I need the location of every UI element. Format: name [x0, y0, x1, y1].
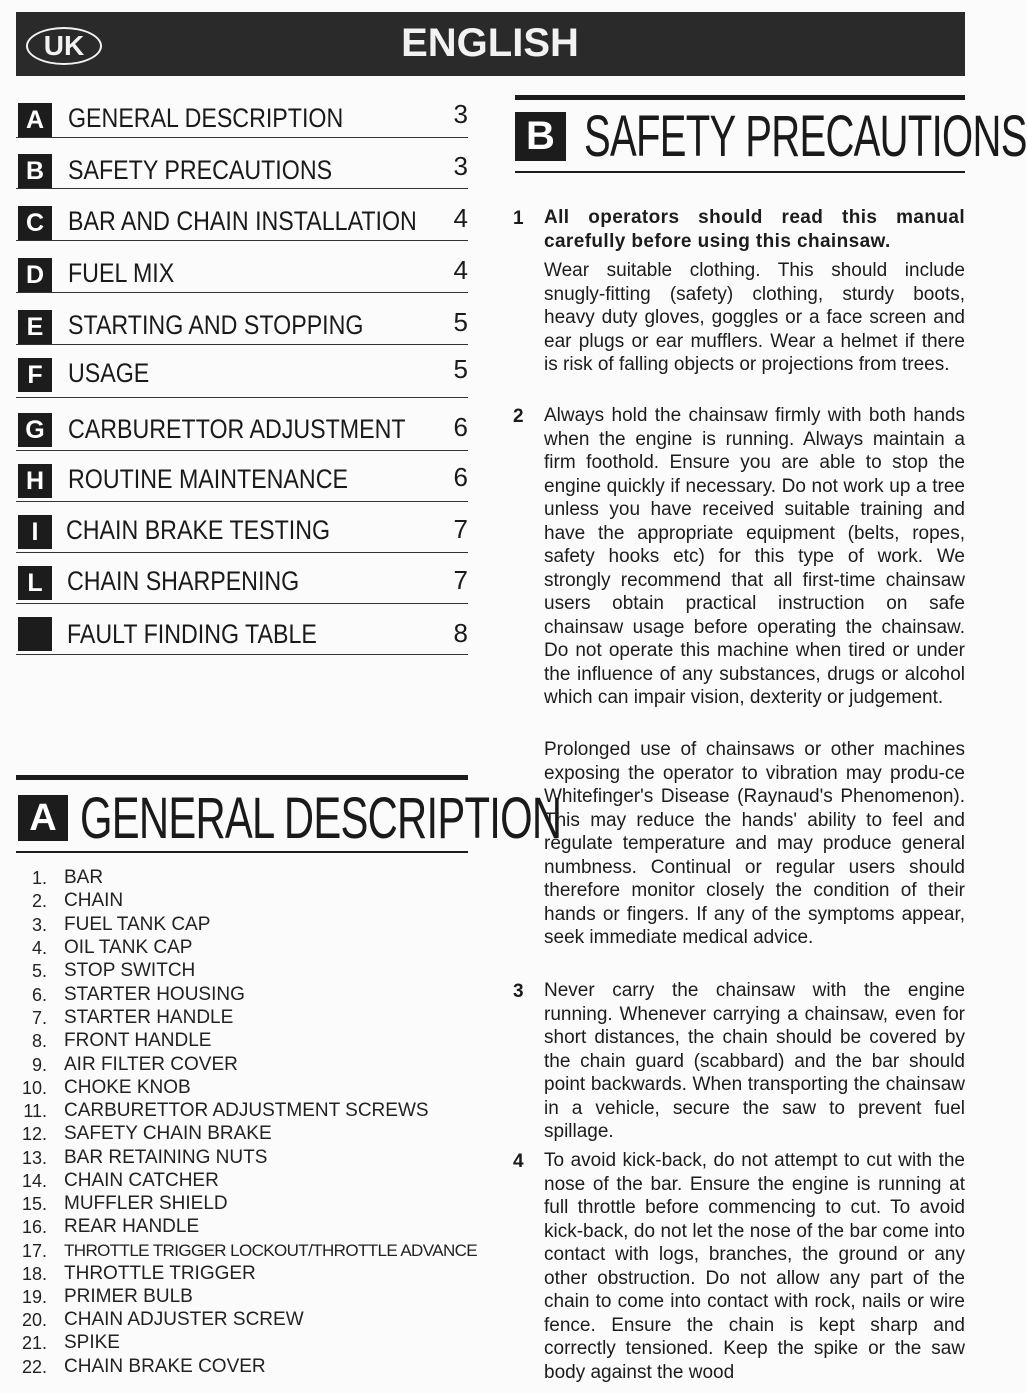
item-number: 1 — [513, 208, 524, 229]
paragraph: Always hold the chainsaw firmly with both hands when the engine is running. Always maintain a firm foothold. Ensure you are able to stop the engine quickly if necessary. Do not work up a tree unless you have received suitable training and have the appropriate equipment (belts, ropes, safety hooks etc) for this type of work. We strongly recommend that all first-time chainsaw users obtain practical instruction on safe chainsaw usage before operating the chainsaw. Do not operate this machine when tired or under the influence of any substances, drugs or alcohol which can impair vision, dexterity or judgement. — [544, 405, 965, 708]
toc-title: FUEL MIX — [68, 258, 175, 288]
list-item-number: 6. — [31, 985, 47, 1005]
list-item: CHAIN ADJUSTER SCREW — [64, 1309, 304, 1330]
list-item: CHAIN CATCHER — [64, 1170, 219, 1191]
toc-page-number: 5 — [453, 307, 468, 337]
list-item: THROTTLE TRIGGER LOCKOUT/THROTTLE ADVANCE — [64, 1241, 478, 1260]
list-item-number: 17. — [21, 1241, 47, 1261]
list-item-number: 3. — [31, 915, 47, 935]
toc-page-number: 7 — [453, 565, 468, 595]
section-rule — [16, 775, 468, 780]
paragraph-bold: All operators should read this manual carefully before using this chainsaw. — [544, 207, 965, 252]
section-letter-c: C — [18, 206, 52, 240]
toc-row-general-description[interactable] — [16, 98, 468, 138]
toc-page-number: 4 — [453, 203, 468, 233]
list-item: BAR — [64, 867, 104, 888]
toc-title: GENERAL DESCRIPTION — [68, 103, 344, 133]
section-letter-a: A — [18, 795, 68, 841]
list-item: STARTER HANDLE — [64, 1007, 234, 1028]
toc-title: SAFETY PRECAUTIONS — [68, 155, 333, 185]
list-item: REAR HANDLE — [64, 1216, 200, 1237]
list-item: SAFETY CHAIN BRAKE — [64, 1123, 272, 1144]
list-item: OIL TANK CAP — [64, 937, 193, 958]
section-letter-d: D — [18, 258, 52, 292]
toc-page-number: 8 — [453, 618, 468, 648]
toc-title: ROUTINE MAINTENANCE — [68, 464, 348, 494]
toc-page-number: 4 — [453, 255, 468, 285]
list-item-number: 20. — [21, 1310, 47, 1330]
item-number: 4 — [513, 1151, 524, 1172]
toc-page-number: 5 — [453, 354, 468, 384]
section-rule — [515, 171, 965, 173]
toc-title: USAGE — [68, 358, 150, 388]
toc-title: CHAIN BRAKE TESTING — [66, 515, 331, 545]
uk-badge: UK — [26, 27, 102, 65]
list-item: CHAIN BRAKE COVER — [64, 1356, 266, 1377]
section-letter-h: H — [18, 464, 52, 498]
list-item: CHAIN — [64, 890, 124, 911]
list-item: MUFFLER SHIELD — [64, 1193, 228, 1214]
list-item: BAR RETAINING NUTS — [64, 1147, 268, 1168]
list-item-number: 5. — [31, 961, 47, 981]
section-letter-e: E — [18, 310, 52, 344]
toc-row-chain-sharpening[interactable] — [16, 563, 468, 604]
section-letter-l: L — [18, 566, 52, 600]
list-item-number: 19. — [21, 1287, 47, 1307]
list-item: FUEL TANK CAP — [64, 914, 211, 935]
list-item: THROTTLE TRIGGER — [64, 1263, 256, 1284]
list-item-number: 1. — [31, 868, 47, 888]
list-item-number: 8. — [31, 1031, 47, 1051]
toc-row-chain-brake-testing[interactable] — [16, 512, 468, 553]
toc-page-number: 6 — [453, 462, 468, 492]
list-item-number: 14. — [21, 1171, 47, 1191]
language-title: ENGLISH — [401, 21, 579, 65]
section-rule — [515, 95, 965, 100]
item-number: 3 — [513, 981, 524, 1002]
list-item: CHOKE KNOB — [64, 1077, 191, 1098]
list-item-number: 9. — [31, 1055, 47, 1075]
toc-page-number: 6 — [453, 412, 468, 442]
list-item: PRIMER BULB — [64, 1286, 193, 1307]
paragraph: Wear suitable clothing. This should include snugly-fitting (safety) clothing, sturdy boots, heavy duty gloves, goggles or a face screen and ear plugs or ear mufflers. Wear a helmet if there is risk of falling objects or projections from trees. — [544, 260, 965, 375]
toc-page-number: 7 — [453, 514, 468, 544]
section-heading-safety-precautions: SAFETY PRECAUTIONS — [584, 104, 1027, 169]
toc-page-number: 3 — [453, 151, 468, 181]
toc-row-usage[interactable] — [16, 355, 468, 398]
list-item: STOP SWITCH — [64, 960, 196, 981]
list-item-number: 11. — [23, 1101, 47, 1121]
list-item-number: 21. — [21, 1333, 47, 1353]
paragraph: Never carry the chainsaw with the engine running. Whenever carrying a chainsaw, even for short distances, the chain should be covered by the chain guard (scabbard) and the bar should point backwards. When transporting the chainsaw in a vehicle, secure the saw to prevent fuel spillage. — [544, 980, 965, 1142]
toc-row-bar-and-chain-installation[interactable] — [16, 202, 468, 241]
section-letter-g: G — [18, 413, 52, 447]
section-letter-f: F — [18, 358, 52, 392]
list-item-number: 10. — [21, 1078, 47, 1098]
toc-row-starting-and-stopping[interactable] — [16, 306, 468, 345]
section-letter-blank — [18, 617, 52, 651]
section-letter-b: B — [515, 112, 566, 161]
toc-row-fuel-mix[interactable] — [16, 254, 468, 293]
list-item-number: 22. — [21, 1357, 47, 1377]
section-rule — [16, 851, 468, 853]
list-item-number: 4. — [31, 938, 47, 958]
list-item-number: 18. — [21, 1264, 47, 1284]
list-item: AIR FILTER COVER — [64, 1054, 238, 1075]
section-letter-a: A — [18, 103, 52, 137]
list-item-number: 13. — [21, 1148, 47, 1168]
toc-title: FAULT FINDING TABLE — [67, 619, 317, 649]
paragraph: Prolonged use of chainsaws or other machines exposing the operator to vibration may produ-ce Whitefinger's Disease (Raynaud's Phenomenon). This may reduce the hands' ability to feel and regulate temperature and may produce general numbness. Continual or regular users should therefore monitor closely the condition of their hands or fingers. If any of the symptoms appear, seek immediate medical advice. — [544, 739, 965, 948]
list-item-number: 12. — [21, 1124, 47, 1144]
toc-title: STARTING AND STOPPING — [68, 310, 364, 340]
section-heading-general-description: GENERAL DESCRIPTION — [80, 786, 562, 851]
toc-page-number: 3 — [453, 99, 468, 129]
list-item-number: 16. — [21, 1217, 47, 1237]
toc-title: CHAIN SHARPENING — [67, 566, 300, 596]
toc-row-fault-finding-table[interactable] — [16, 614, 468, 655]
list-item-number: 15. — [21, 1194, 47, 1214]
section-letter-b: B — [18, 154, 52, 188]
list-item: SPIKE — [64, 1332, 120, 1353]
list-item: CARBURETTOR ADJUSTMENT SCREWS — [64, 1100, 429, 1121]
paragraph: To avoid kick-back, do not attempt to cut with the nose of the bar. Ensure the engine is running at full throttle before commencing to cut. To avoid kick-back, do not let the nose of the bar come into contact with logs, branches, the ground or any other obstruction. Do not allow any part of the chain to come into contact with rock, nails or wire fence. Ensure the chain is kept sharp and correctly tensioned. Keep the spike or the saw body against the wood — [544, 1150, 965, 1383]
list-item: FRONT HANDLE — [64, 1030, 212, 1051]
list-item-number: 2. — [31, 891, 47, 911]
list-item-number: 7. — [31, 1008, 47, 1028]
toc-title: CARBURETTOR ADJUSTMENT — [68, 414, 406, 444]
toc-row-routine-maintenance[interactable] — [16, 461, 468, 502]
section-letter-i: I — [18, 515, 52, 549]
toc-row-carburettor-adjustment[interactable] — [16, 410, 468, 451]
list-item: STARTER HOUSING — [64, 984, 245, 1005]
item-number: 2 — [513, 406, 524, 427]
toc-row-safety-precautions[interactable] — [16, 150, 468, 189]
toc-title: BAR AND CHAIN INSTALLATION — [68, 206, 417, 236]
